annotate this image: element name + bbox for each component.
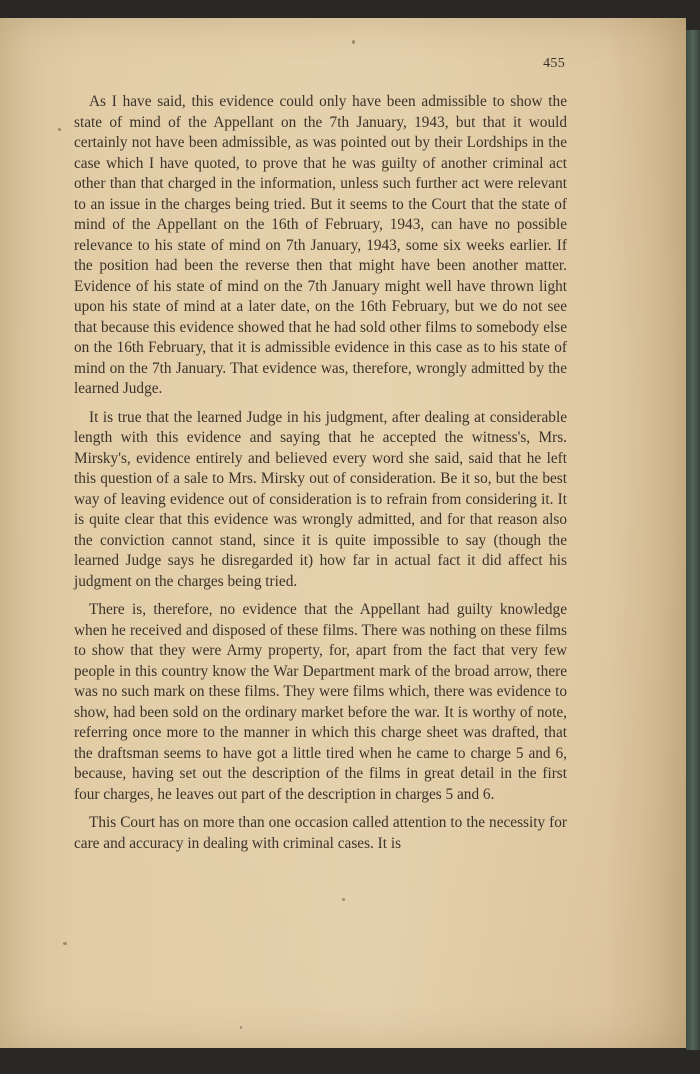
paper-speck — [58, 128, 61, 131]
book-page — [0, 18, 686, 1048]
page-number: 455 — [543, 56, 565, 71]
paper-speck — [342, 898, 345, 901]
book-binding-edge — [686, 30, 700, 1050]
paragraph-1: As I have said, this evidence could only have been admissible to show the state of mind of the Appellant on the 7th January, 1943, but that it would certainly not have been admissible, as was pointed out by their Lordships in the case which I have quoted, to prove that he was guilty of another criminal act other than that charged in the information, unless such further act were relevant to an issue in the charges being tried. But it seems to the Court that the state of mind of the Appellant on the 16th of February, 1943, can have no possible relevance to his state of mind on 7th January, 1943, some six weeks earlier. If the position had been the reverse then that might have been another matter. Evidence of his state of mind on the 7th January might well have thrown light upon his state of mind at a later date, on the 16th February, but we do not see that because this evidence showed that he had sold other films to somebody else on the 16th February, that it is admissible evidence in this case as to his state of mind on the 7th January. That evidence was, therefore, wrongly admitted by the learned Judge. — [74, 93, 567, 397]
paragraph-3: There is, therefore, no evidence that the Appellant had guilty knowledge when he received and disposed of these films. There was nothing on these films to show that they were Army property, for, apart from the fact that very few people in this country know the War Department mark of the broad arrow, there was no such mark on these films. They were films which, there was evidence to show, had been sold on the ordinary market before the war. It is worthy of note, referring once more to the manner in which this charge sheet was drafted, that the draftsman seems to have got a little tired when he came to charge 5 and 6, because, having set out the description of the films in great detail in the first four charges, he leaves out part of the description in charges 5 and 6. — [74, 601, 567, 803]
paper-speck — [63, 942, 67, 945]
paper-speck — [240, 1026, 242, 1029]
paragraph-4: This Court has on more than one occasion called attention to the necessity for care and accuracy in dealing with criminal cases. It is — [74, 814, 567, 852]
paper-speck — [352, 40, 355, 44]
paragraph-2: It is true that the learned Judge in his judgment, after dealing at considerable length with this evidence and saying that he accepted the witness's, Mrs. Mirsky's, evidence entirely and believed every word she said, said that he left this question of a sale to Mrs. Mirsky out of consideration. Be it so, but the best way of leaving evidence out of consideration is to refrain from considering it. It is quite clear that this evidence was wrongly admitted, and for that reason also the conviction cannot stand, since it is quite impossible to say (though the learned Judge says he disregarded it) how far in actual fact it did affect his judgment on the charges being tried. — [74, 408, 567, 590]
page-body — [74, 92, 567, 862]
